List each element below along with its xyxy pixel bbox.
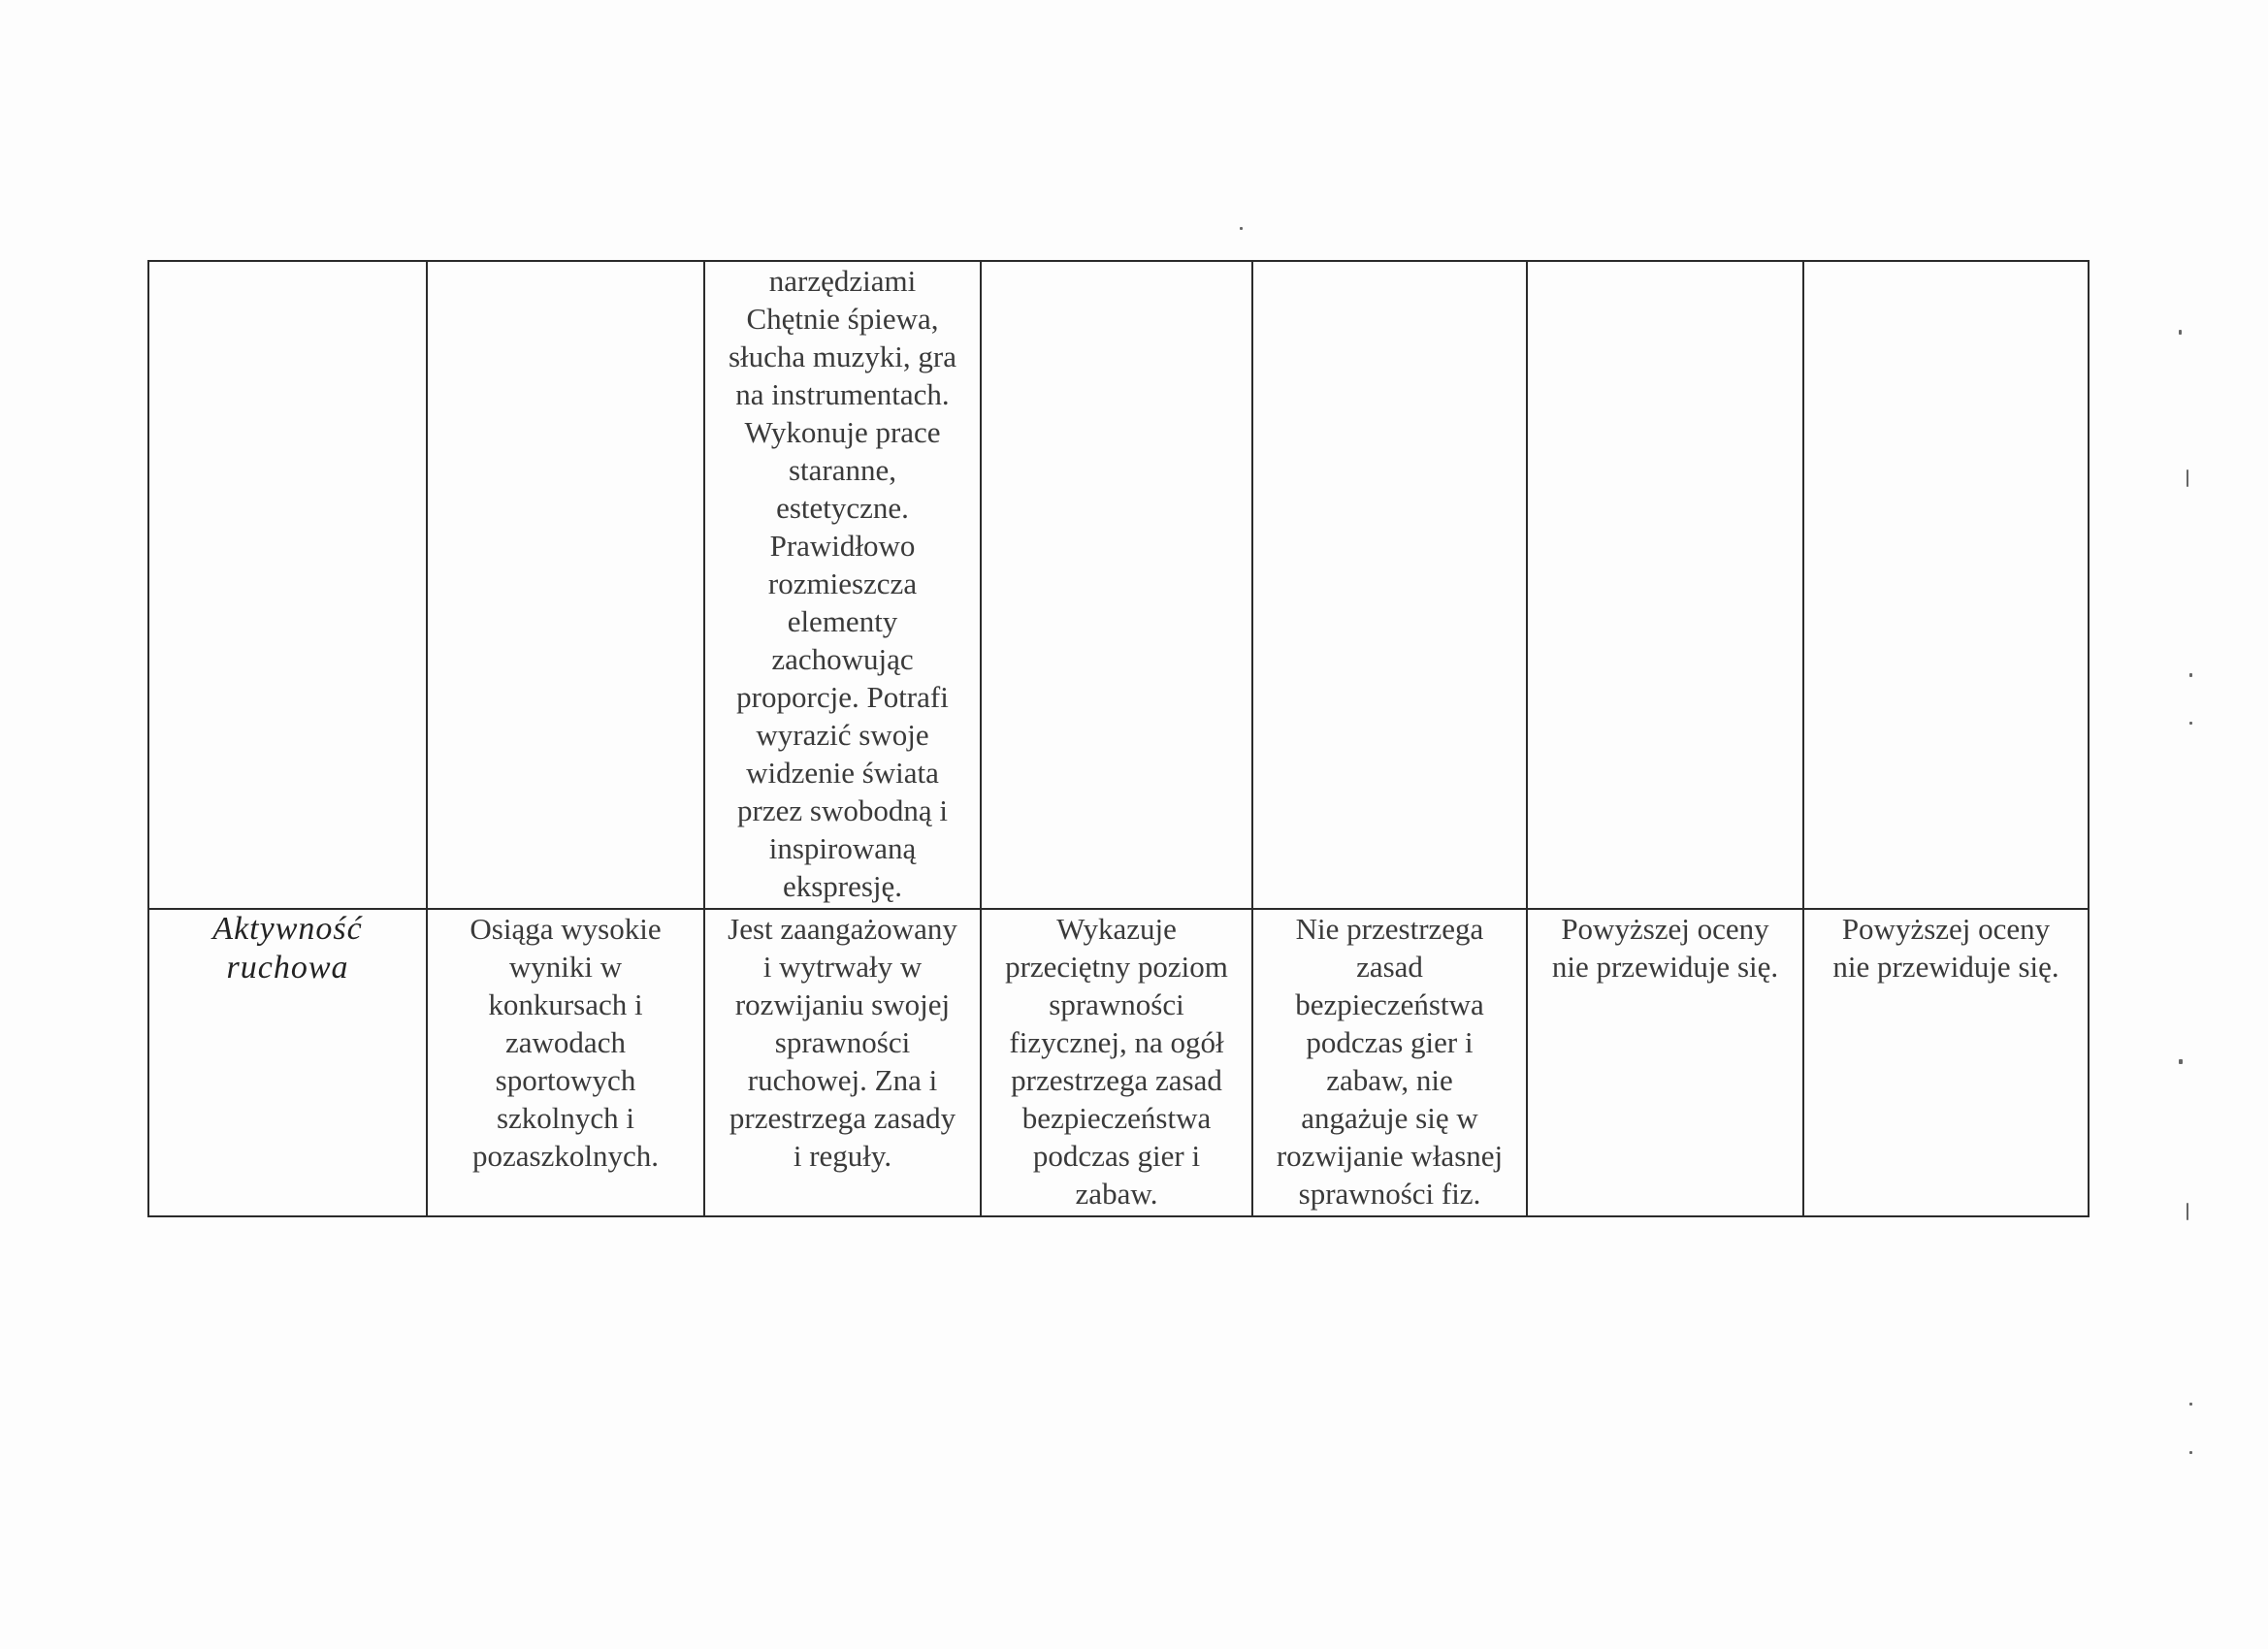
scan-speck <box>2189 1403 2192 1406</box>
scan-speck <box>2187 469 2188 487</box>
scan-speck <box>2189 1451 2192 1454</box>
cell-text: Nie przestrzega zasad bezpieczeństwa podczas gier i zabaw, nie angażuje się w rozwijanie własnej sprawności fiz. <box>1276 912 1504 1211</box>
table-cell <box>981 909 1252 1216</box>
table-cell <box>1252 261 1527 909</box>
cell-text: narzędziami Chętnie śpiewa, słucha muzyki, gra na instrumentach. Wykonuje prace staranne, estetyczne. Prawidłowo rozmieszcza elementy zachowując proporcje. Potrafi wyrazić swoje widzenie świata przez swobodną i inspirowaną ekspresję. <box>728 264 956 903</box>
table-cell-category <box>148 909 427 1216</box>
table-cell <box>427 261 704 909</box>
table-cell <box>1803 261 2089 909</box>
table-row-aktywnosc-ruchowa <box>148 909 2089 1216</box>
scan-speck <box>2189 722 2192 725</box>
cell-text: Powyższej oceny nie przewiduje się. <box>1832 912 2059 984</box>
table-cell-category <box>148 261 427 909</box>
scan-speck <box>2187 1203 2188 1220</box>
table-row-continuation <box>148 261 2089 909</box>
cell-text: Powyższej oceny nie przewiduje się. <box>1551 912 1779 984</box>
cell-text: Osiąga wysokie wyniki w konkursach i zawodach sportowych szkolnych i pozaszkolnych. <box>470 912 662 1173</box>
table-cell <box>704 261 981 909</box>
scan-speck <box>2179 330 2182 335</box>
table-cell <box>1803 909 2089 1216</box>
table-cell <box>1527 261 1803 909</box>
scan-speck <box>2189 673 2192 677</box>
assessment-table <box>147 260 2090 1217</box>
cell-text: Jest zaangażowany i wytrwały w rozwijaniu swojej sprawności ruchowej. Zna i przestrzega zasady i reguły. <box>728 912 957 1173</box>
table-cell <box>1252 909 1527 1216</box>
table-cell <box>704 909 981 1216</box>
table-cell <box>1527 909 1803 1216</box>
scan-speck <box>1240 227 1243 230</box>
category-label: Aktywność ruchowa <box>212 911 363 986</box>
table-cell <box>981 261 1252 909</box>
scan-speck <box>2179 1059 2183 1064</box>
cell-text: Wykazuje przeciętny poziom sprawności fizycznej, na ogół przestrzega zasad bezpieczeństwa podczas gier i zabaw. <box>1005 912 1228 1211</box>
table-cell <box>427 909 704 1216</box>
